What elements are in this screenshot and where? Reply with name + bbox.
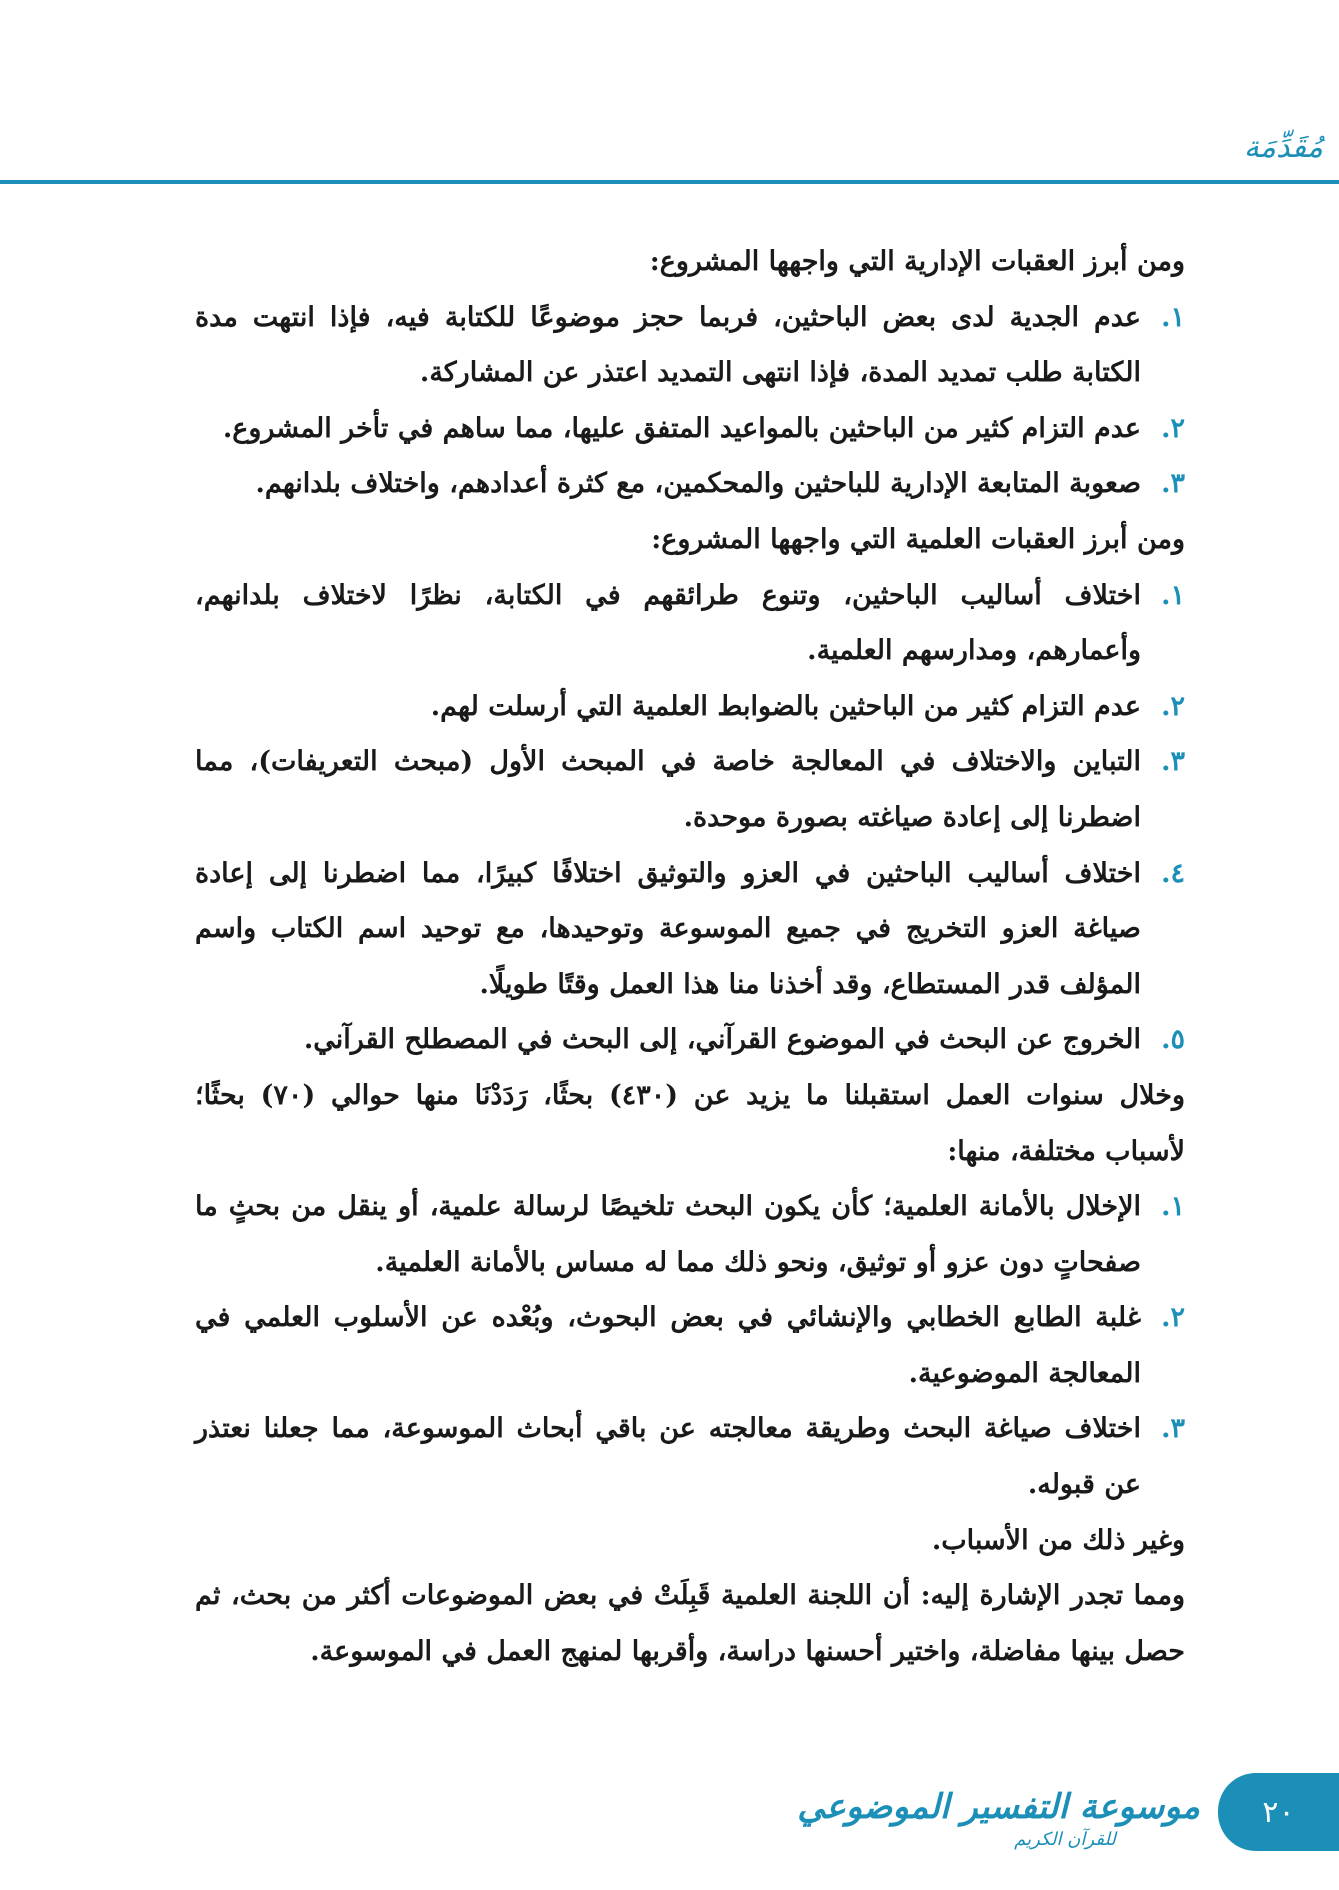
list-text: اختلاف أساليب الباحثين، وتنوع طرائقهم في الكتابة، نظرًا لاختلاف بلدانهم، وأعمارهم، ومدارسهم العلمية. xyxy=(195,579,1141,667)
list-number: ١. xyxy=(1161,579,1185,611)
list-item xyxy=(195,734,1185,845)
page-number-tab xyxy=(1218,1773,1339,1851)
list-text: الخروج عن البحث في الموضوع القرآني، إلى البحث في المصطلح القرآني. xyxy=(303,1024,1141,1056)
list-item xyxy=(195,1179,1185,1290)
list-item xyxy=(195,401,1185,457)
list-text: عدم الجدية لدى بعض الباحثين، فربما حجز موضوعًا للكتابة فيه، فإذا انتهت مدة الكتابة طلب تمديد المدة، فإذا انتهى التمديد اعتذر عن المشاركة. xyxy=(195,301,1141,389)
list-text: عدم التزام كثير من الباحثين بالضوابط العلمية التي أرسلت لهم. xyxy=(430,690,1141,722)
logo-subtitle: للقرآن الكريم xyxy=(1014,1829,1116,1850)
list-item xyxy=(195,568,1185,679)
admin-intro: ومن أبرز العقبات الإدارية التي واجهها المشروع: xyxy=(649,246,1185,277)
closing-paragraph: ومما تجدر الإشارة إليه: أن اللجنة العلمية قَبِلَتْ في بعض الموضوعات أكثر من بحث، ثم حصل بينها مفاضلة، واختير أحسنها دراسة، وأقربها لمنهج العمل في الموسوعة. xyxy=(195,1580,1185,1667)
list-item xyxy=(195,456,1185,512)
page-body xyxy=(195,234,1185,1679)
list-number: ٣. xyxy=(1161,746,1185,778)
list-item xyxy=(195,1290,1185,1401)
list-text: الإخلال بالأمانة العلمية؛ كأن يكون البحث تلخيصًا لرسالة علمية، أو ينقل من بحثٍ ما صفحاتٍ دون عزو أو توثيق، ونحو ذلك مما له مساس بالأمانة العلمية. xyxy=(195,1191,1141,1278)
list-text: صعوبة المتابعة الإدارية للباحثين والمحكمين، مع كثرة أعدادهم، واختلاف بلدانهم. xyxy=(255,468,1141,500)
rejected-intro: وخلال سنوات العمل استقبلنا ما يزيد عن (٤٣٠) بحثًا، رَدَدْنَا منها حوالي (٧٠) بحثًا؛ لأسباب مختلفة، منها: xyxy=(195,1079,1185,1167)
list-number: ٢. xyxy=(1161,1302,1185,1334)
list-text: اختلاف صياغة البحث وطريقة معالجته عن باقي أبحاث الموسوعة، مما جعلنا نعتذر عن قبوله. xyxy=(195,1413,1141,1501)
list-number: ١. xyxy=(1161,301,1185,333)
list-text: اختلاف أساليب الباحثين في العزو والتوثيق اختلافًا كبيرًا، مما اضطرنا إلى إعادة صياغة العزو التخريج في جميع الموسوعة وتوحيدها، مع توحيد اسم الكتاب واسم المؤلف قدر المستطاع، وقد أخذنا منا هذا العمل وقتًا طويلًا. xyxy=(195,857,1141,1000)
list-number: ٤. xyxy=(1161,857,1185,889)
list-item xyxy=(195,290,1185,401)
section-label: مُقَدِّمَة xyxy=(1243,130,1323,165)
list-number: ٢. xyxy=(1161,412,1185,444)
logo-title: موسوعة التفسير الموضوعي xyxy=(797,1787,1200,1827)
list-number: ٢. xyxy=(1161,690,1185,722)
encyclopedia-logo xyxy=(797,1785,1200,1860)
list-text: غلبة الطابع الخطابي والإنشائي في بعض البحوث، وبُعْده عن الأسلوب العلمي في المعالجة الموضوعية. xyxy=(195,1302,1141,1389)
page-number: ٢٠ xyxy=(1262,1794,1295,1830)
list-item xyxy=(195,1401,1185,1512)
list-item xyxy=(195,846,1185,1013)
list-text: التباين والاختلاف في المعالجة خاصة في المبحث الأول (مبحث التعريفات)، مما اضطرنا إلى إعادة صياغته بصورة موحدة. xyxy=(195,746,1141,833)
list-text: عدم التزام كثير من الباحثين بالمواعيد المتفق عليها، مما ساهم في تأخر المشروع. xyxy=(222,412,1141,444)
header-rule xyxy=(0,180,1339,184)
list-number: ٥. xyxy=(1161,1024,1185,1056)
science-intro: ومن أبرز العقبات العلمية التي واجهها المشروع: xyxy=(651,523,1185,555)
other-reasons: وغير ذلك من الأسباب. xyxy=(931,1524,1185,1556)
list-number: ٣. xyxy=(1161,468,1185,500)
list-item xyxy=(195,1012,1185,1068)
list-number: ١. xyxy=(1161,1191,1185,1223)
list-number: ٣. xyxy=(1161,1413,1185,1445)
list-item xyxy=(195,679,1185,735)
